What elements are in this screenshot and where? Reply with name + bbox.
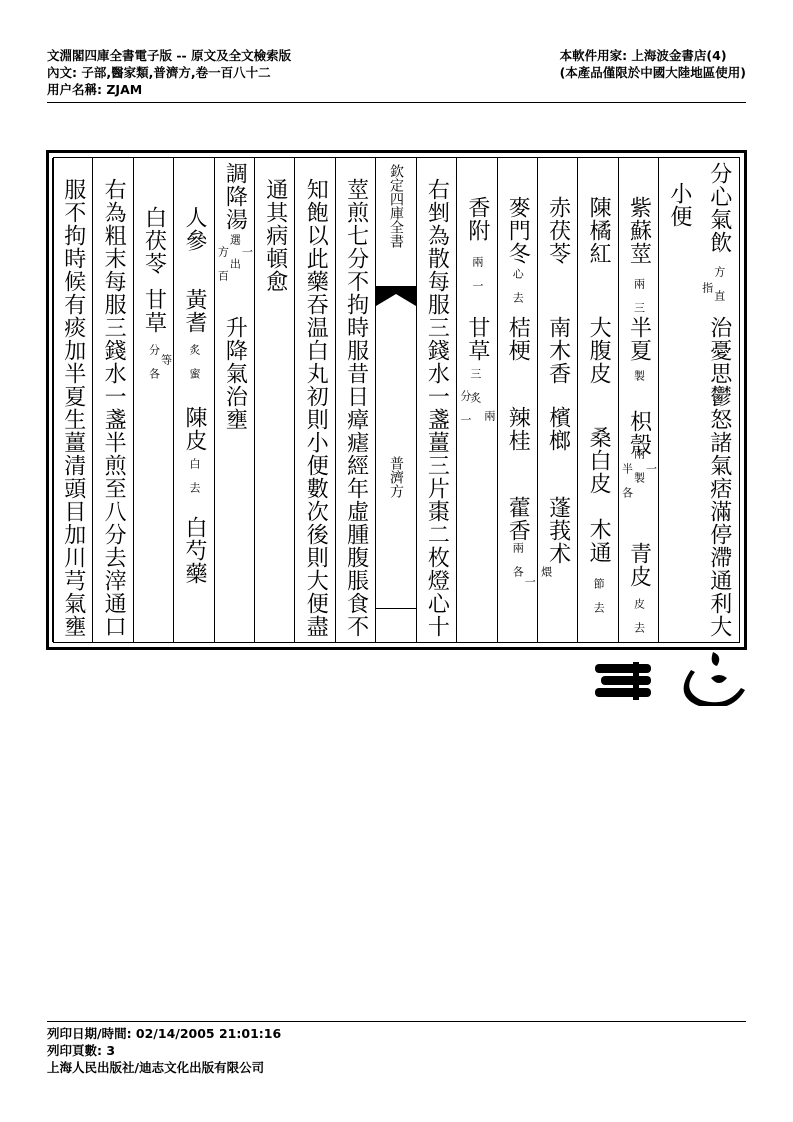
column-text: 麥門冬 (505, 196, 531, 265)
annotation-note: 心 去 (511, 268, 525, 303)
column-text: 檳榔 (545, 406, 571, 452)
annotation-note: 製 (632, 370, 646, 381)
text-column (416, 158, 456, 642)
annotation-note: 一 (523, 576, 537, 587)
text-column (335, 158, 375, 642)
column-text: 甘草 (464, 316, 490, 362)
annotation-note: 兩 製 (632, 448, 646, 483)
annotation-note: 白 去 (187, 458, 201, 493)
text-column (618, 158, 658, 642)
annotation-note: 半 各 (620, 463, 634, 498)
column-text: 右為粗末每服三錢水一盞半煎至八分去滓通口 (101, 178, 127, 638)
column-text: 半夏 (626, 316, 652, 362)
publisher-line: 上海人民出版社/迪志文化出版有限公司 (47, 1060, 265, 1075)
column-text: 白芍藥 (181, 516, 207, 585)
text-column (497, 158, 537, 642)
column-text: 陳皮 (181, 406, 207, 452)
column-text: 右剉為散每服三錢水一盞薑三片棗二枚燈心十 (424, 178, 450, 638)
text-column (658, 158, 698, 642)
column-text: 白茯苓 (141, 206, 167, 275)
column-text: 通其病頓愈 (262, 178, 288, 293)
column-text: 桑白皮 (586, 426, 612, 495)
column-text: 南木香 (545, 316, 571, 385)
header-title: 文淵閣四庫全書電子版 -- 原文及全文檢索版 (47, 48, 292, 63)
annotation-note: 方 直 (712, 266, 726, 301)
center-fold-column (375, 158, 415, 642)
header-username: 用户名稱: ZJAM (47, 82, 143, 97)
column-text: 青皮 (626, 542, 652, 588)
text-column (577, 158, 617, 642)
column-text: 桔梗 (505, 316, 531, 362)
fold-line (376, 608, 415, 609)
annotation-note: 分 各 (147, 344, 161, 379)
header-left (47, 47, 291, 98)
column-text: 分心氣飲 (706, 162, 732, 254)
annotation-note: 兩 (482, 410, 496, 421)
manuscript-page (46, 150, 747, 650)
text-column (294, 158, 334, 642)
annotation-note: 三 炙 (468, 368, 482, 403)
header-divider (47, 102, 746, 103)
text-column (254, 158, 294, 642)
publisher-seal-icon (595, 650, 745, 706)
column-text: 陳橘紅 (586, 196, 612, 265)
annotation-note: 分 一 (458, 390, 472, 425)
column-text: 治憂思鬱怒諸氣痞滿停滯通利大 (706, 316, 732, 638)
column-text: 服不拘時候有痰加半夏生薑清頭目加川芎氣壅 (60, 178, 86, 638)
column-text: 小便 (666, 182, 692, 228)
column-text: 木通 (586, 518, 612, 564)
text-column (214, 158, 254, 642)
manuscript-grid (53, 157, 740, 643)
print-page-count: 列印頁數: 3 (47, 1043, 116, 1058)
text-column (699, 158, 739, 642)
footer-divider (47, 1021, 746, 1022)
annotation-note: 煨 (539, 566, 553, 577)
header-region-note: (本產品僅限於中國大陸地區使用) (559, 65, 746, 80)
text-column (52, 158, 92, 642)
center-book-subtitle: 普濟方 (388, 456, 405, 498)
print-datetime: 列印日期/時間: 02/14/2005 21:01:16 (47, 1026, 282, 1041)
annotation-note: 指 (700, 282, 714, 293)
text-column (92, 158, 132, 642)
text-column (456, 158, 496, 642)
column-text: 枳殼 (626, 410, 652, 456)
annotation-note: 兩 各 (511, 542, 525, 577)
annotation-note: 等 (159, 354, 173, 365)
annotation-note: 炙 蜜 (187, 344, 201, 379)
annotation-note: 兩 三 (632, 278, 646, 313)
annotation-note: 一 (644, 463, 658, 474)
header-licensee: 本軟件用家: 上海波金書店(4) (559, 48, 727, 63)
text-column (173, 158, 213, 642)
column-text: 人參 (181, 206, 207, 252)
column-text: 紫蘇莖 (626, 196, 652, 265)
column-text: 知飽以此藥吞温白丸初則小便數次後則大便盡 (303, 178, 329, 638)
column-text: 辣桂 (505, 406, 531, 452)
column-text: 赤茯苓 (545, 196, 571, 265)
annotation-note: 節 去 (592, 578, 606, 613)
text-column (537, 158, 577, 642)
annotation-note: 方 百 (216, 246, 230, 281)
header-content-path: 內文: 子部,醫家類,普濟方,卷一百八十二 (47, 65, 271, 80)
annotation-note: 選 出 (228, 234, 242, 269)
column-text: 調降湯 (222, 162, 248, 231)
column-text: 黃耆 (181, 288, 207, 334)
text-column (133, 158, 173, 642)
column-text: 甘草 (141, 288, 167, 334)
annotation-note: 皮 去 (632, 598, 646, 633)
column-text: 莖煎七分不拘時服昔日瘴瘧經年虛腫腹脹食不 (343, 178, 369, 638)
column-text: 藿香 (505, 496, 531, 542)
column-text: 香附 (464, 196, 490, 242)
header-right (560, 47, 746, 81)
column-text: 升降氣治壅 (222, 316, 248, 431)
annotation-note: 兩 一 (470, 256, 484, 291)
column-text: 大腹皮 (586, 316, 612, 385)
center-book-title: 欽定四庫全書 (388, 164, 405, 248)
column-text: 蓬莪术 (545, 496, 571, 565)
fishtail-mark-icon (376, 286, 416, 306)
annotation-note: 一 (240, 246, 254, 257)
